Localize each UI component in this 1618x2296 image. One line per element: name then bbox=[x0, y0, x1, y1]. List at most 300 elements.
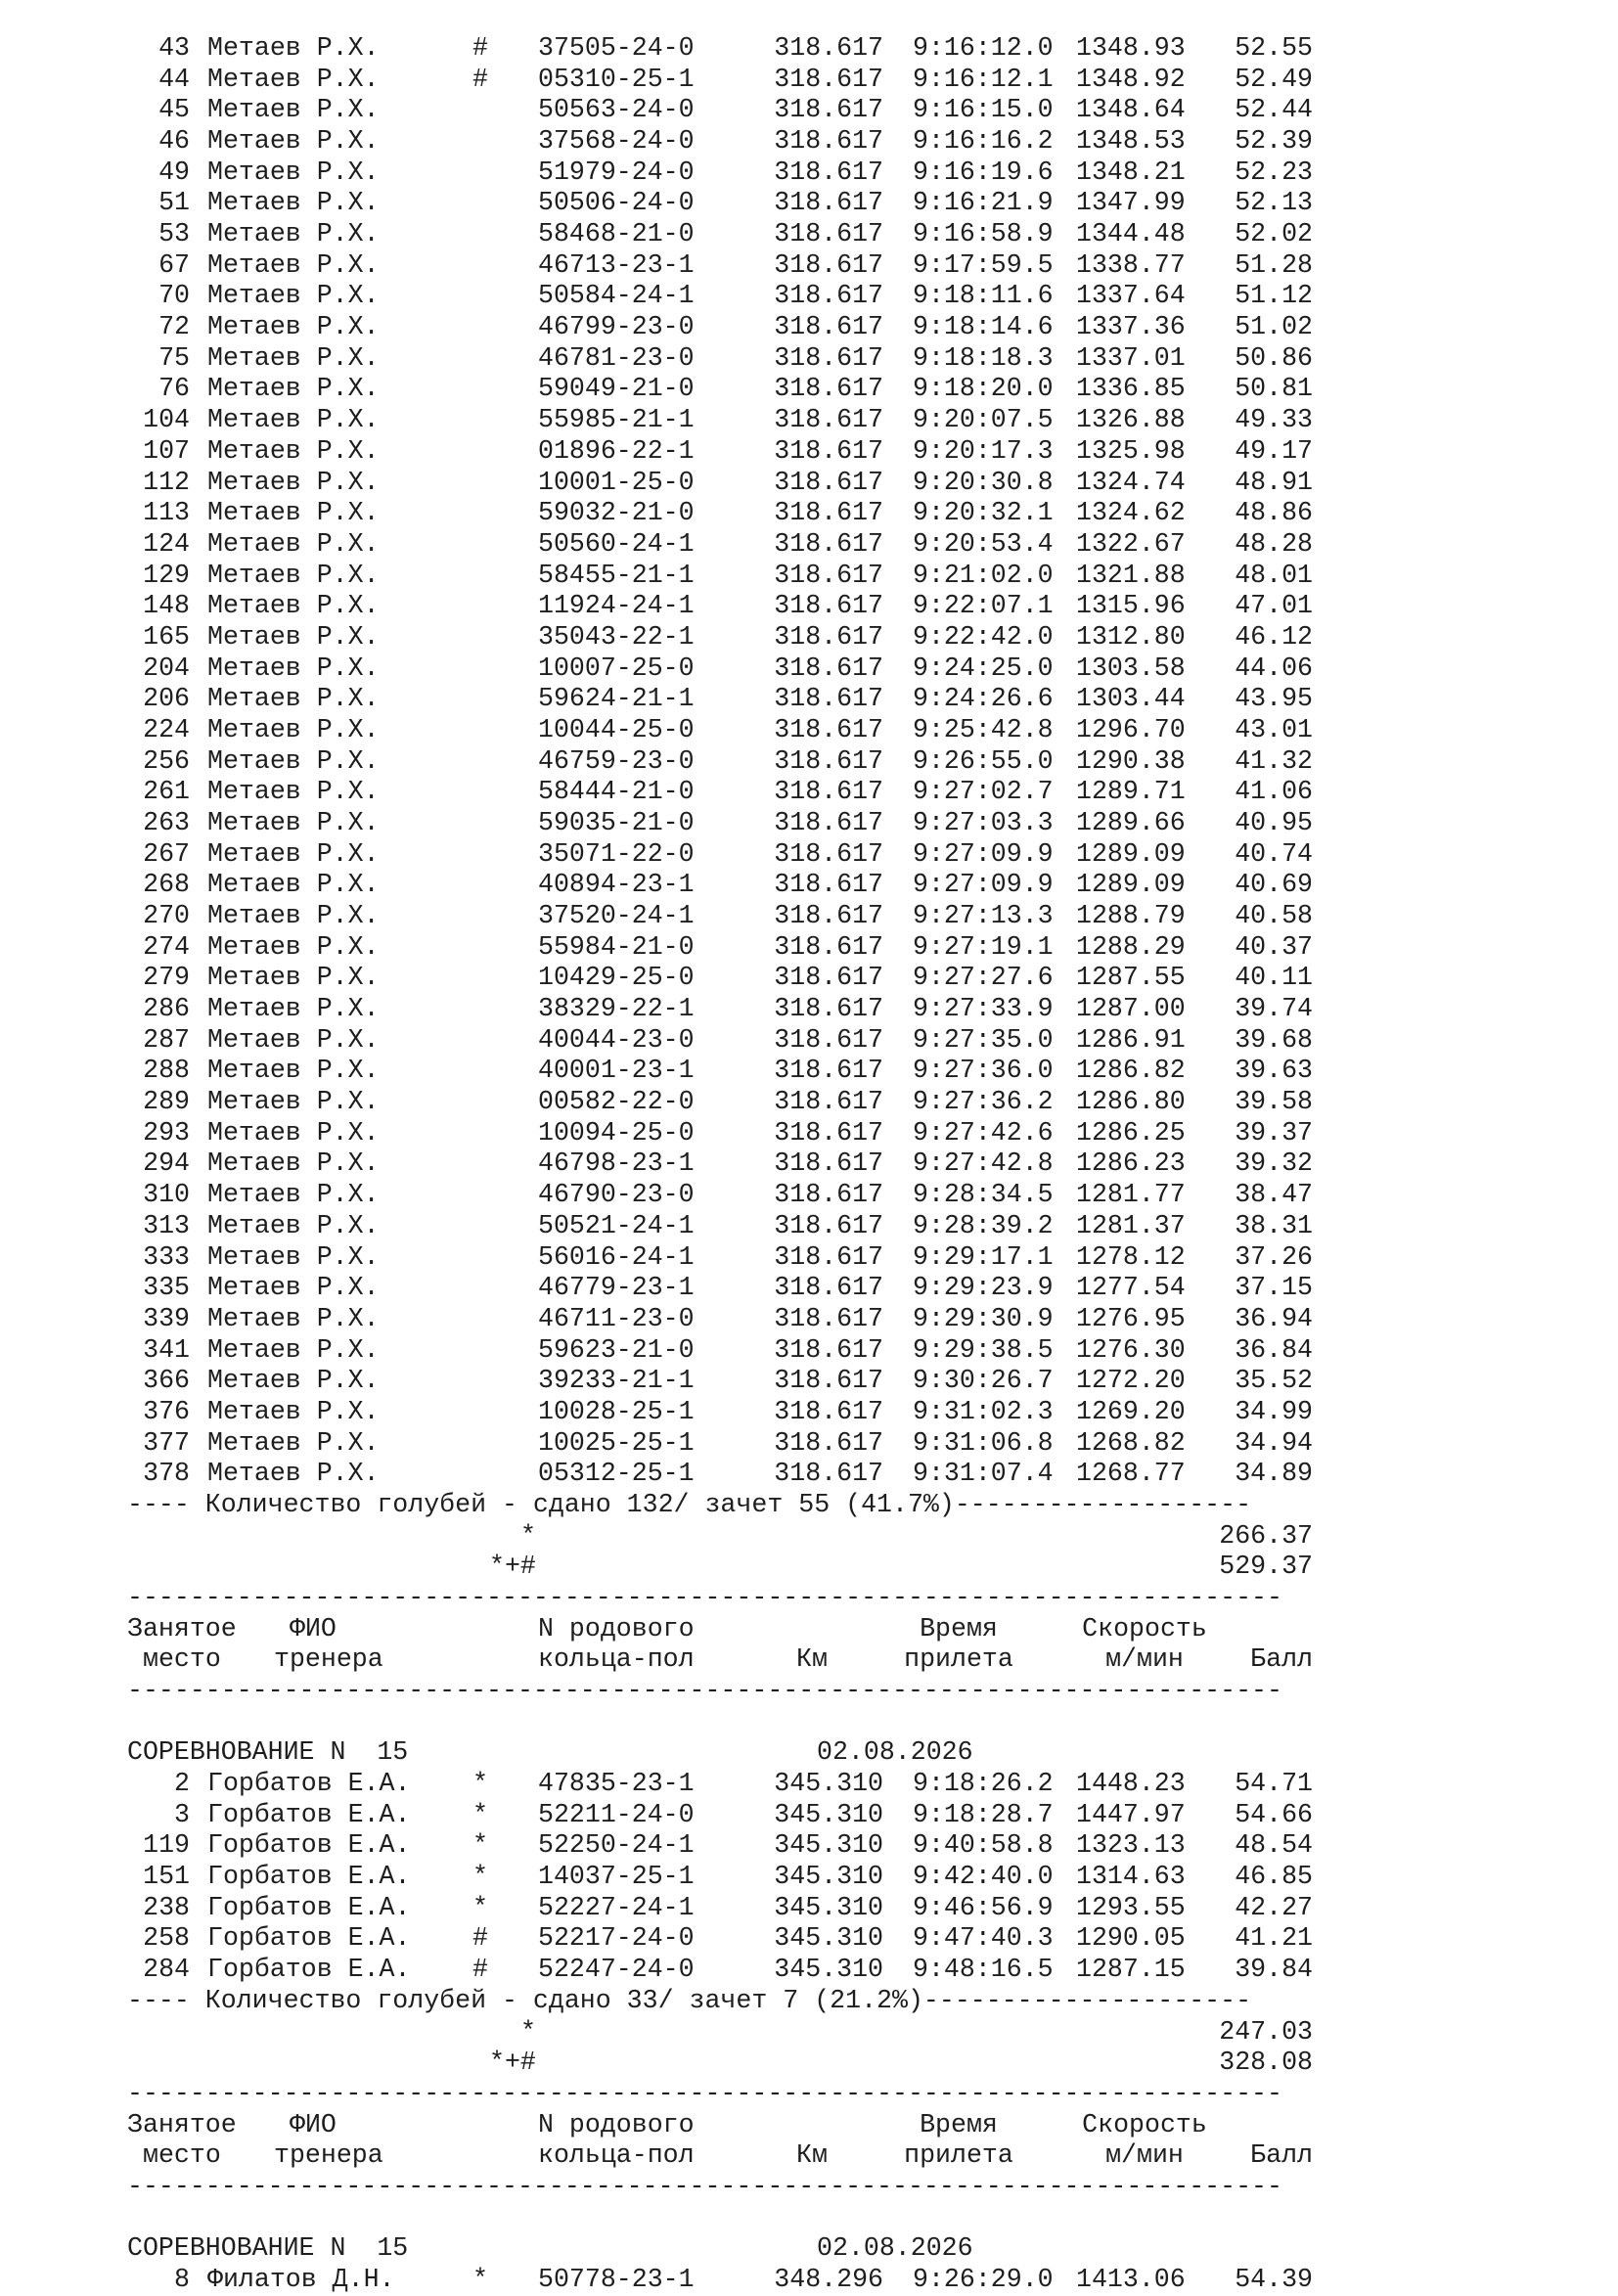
flag-mark: * bbox=[472, 1799, 488, 1829]
distance-km: 318.617 bbox=[774, 1273, 883, 1303]
score: 40.74 bbox=[1235, 838, 1313, 869]
summary-text: ---- Количество голубей - сдано 132/ зачет 55 (41.7%)------------------- bbox=[127, 1489, 1252, 1519]
arrival-time: 9:27:42.8 bbox=[913, 1148, 1054, 1179]
trainer-name: Метаев Р.Х. bbox=[207, 1024, 380, 1055]
distance-km: 318.617 bbox=[774, 498, 883, 528]
table-row bbox=[0, 932, 1618, 964]
table-row bbox=[0, 653, 1618, 685]
place: 148 bbox=[143, 591, 190, 621]
distance-km: 318.617 bbox=[774, 1087, 883, 1117]
speed: 1325.98 bbox=[1076, 435, 1186, 466]
col-place-header: Занятое bbox=[127, 2109, 237, 2139]
score: 40.69 bbox=[1235, 870, 1313, 900]
table-row bbox=[0, 1273, 1618, 1304]
trainer-name: Метаев Р.Х. bbox=[207, 808, 380, 837]
place: 286 bbox=[143, 994, 190, 1024]
distance-km: 318.617 bbox=[774, 684, 883, 714]
distance-km: 318.617 bbox=[774, 870, 883, 900]
trainer-name: Метаев Р.Х. bbox=[207, 1087, 380, 1117]
trainer-name: Метаев Р.Х. bbox=[207, 621, 380, 652]
place: 46 bbox=[158, 126, 190, 157]
trainer-name: Метаев Р.Х. bbox=[207, 1334, 380, 1365]
place: 107 bbox=[143, 435, 190, 466]
distance-km: 318.617 bbox=[774, 994, 883, 1024]
speed: 1269.20 bbox=[1076, 1396, 1186, 1426]
distance-km: 318.617 bbox=[774, 528, 883, 559]
speed: 1289.09 bbox=[1076, 870, 1186, 900]
ring-number: 50521-24-1 bbox=[538, 1210, 695, 1240]
col-time-header: Время bbox=[920, 1613, 998, 1643]
arrival-time: 9:27:35.0 bbox=[913, 1024, 1054, 1055]
distance-km: 318.617 bbox=[774, 312, 883, 342]
flag-mark: * bbox=[472, 1769, 488, 1799]
place: 378 bbox=[143, 1459, 190, 1489]
ring-number: 40044-23-0 bbox=[538, 1024, 695, 1055]
ring-number: 39233-21-1 bbox=[538, 1366, 695, 1396]
arrival-time: 9:27:03.3 bbox=[913, 808, 1054, 837]
speed: 1324.74 bbox=[1076, 467, 1186, 497]
score: 43.95 bbox=[1235, 684, 1313, 714]
arrival-time: 9:20:17.3 bbox=[913, 435, 1054, 466]
arrival-time: 9:16:19.6 bbox=[913, 157, 1054, 187]
table-row bbox=[0, 715, 1618, 746]
arrival-time: 9:18:28.7 bbox=[913, 1799, 1054, 1829]
score: 46.85 bbox=[1235, 1862, 1313, 1892]
place: 268 bbox=[143, 870, 190, 900]
place: 289 bbox=[143, 1087, 190, 1117]
place: 288 bbox=[143, 1056, 190, 1086]
score: 39.84 bbox=[1235, 1955, 1313, 1985]
score: 36.84 bbox=[1235, 1334, 1313, 1365]
table-row bbox=[0, 963, 1618, 994]
arrival-time: 9:47:40.3 bbox=[913, 1923, 1054, 1954]
star-total: 247.03 bbox=[1219, 2016, 1313, 2047]
flag-mark: # bbox=[472, 33, 488, 63]
ring-number: 56016-24-1 bbox=[538, 1241, 695, 1272]
table-row bbox=[0, 65, 1618, 96]
arrival-time: 9:22:42.0 bbox=[913, 621, 1054, 652]
distance-km: 318.617 bbox=[774, 1241, 883, 1272]
starplus-label: *+# bbox=[489, 2048, 536, 2078]
place: 274 bbox=[143, 931, 190, 962]
trainer-name: Метаев Р.Х. bbox=[207, 1273, 380, 1303]
distance-km: 345.310 bbox=[774, 1955, 883, 1985]
col-time-header: прилета bbox=[904, 2140, 1013, 2171]
table-row bbox=[0, 1366, 1618, 1397]
trainer-name: Метаев Р.Х. bbox=[207, 1427, 380, 1458]
place: 51 bbox=[158, 188, 190, 218]
flag-mark: * bbox=[472, 1892, 488, 1922]
ring-number: 58468-21-0 bbox=[538, 219, 695, 249]
speed: 1315.96 bbox=[1076, 591, 1186, 621]
place: 279 bbox=[143, 963, 190, 993]
arrival-time: 9:20:07.5 bbox=[913, 405, 1054, 435]
distance-km: 318.617 bbox=[774, 808, 883, 837]
table-row bbox=[0, 746, 1618, 778]
ring-number: 05310-25-1 bbox=[538, 64, 695, 94]
speed: 1312.80 bbox=[1076, 621, 1186, 652]
table-row bbox=[0, 1862, 1618, 1893]
speed: 1336.85 bbox=[1076, 374, 1186, 404]
distance-km: 318.617 bbox=[774, 188, 883, 218]
table-row bbox=[0, 158, 1618, 189]
distance-km: 318.617 bbox=[774, 467, 883, 497]
col-name-header: тренера bbox=[274, 1644, 383, 1675]
flag-mark: * bbox=[472, 1862, 488, 1892]
trainer-name: Филатов Д.Н. bbox=[207, 2264, 395, 2294]
place: 377 bbox=[143, 1427, 190, 1458]
score: 51.02 bbox=[1235, 312, 1313, 342]
speed: 1448.23 bbox=[1076, 1769, 1186, 1799]
place: 263 bbox=[143, 808, 190, 837]
col-score-header: Балл bbox=[1250, 2140, 1313, 2171]
distance-km: 318.617 bbox=[774, 374, 883, 404]
trainer-name: Метаев Р.Х. bbox=[207, 1148, 380, 1179]
score: 52.55 bbox=[1235, 33, 1313, 63]
place: 119 bbox=[143, 1830, 190, 1861]
ring-number: 40001-23-1 bbox=[538, 1056, 695, 1086]
table-row bbox=[0, 1769, 1618, 1800]
speed: 1289.66 bbox=[1076, 808, 1186, 837]
distance-km: 318.617 bbox=[774, 1303, 883, 1333]
flag-mark: * bbox=[472, 2264, 488, 2294]
ring-number: 10044-25-0 bbox=[538, 714, 695, 744]
col-name-header: ФИО bbox=[290, 2109, 337, 2139]
speed: 1289.09 bbox=[1076, 838, 1186, 869]
trainer-name: Горбатов Е.А. bbox=[207, 1830, 411, 1861]
distance-km: 318.617 bbox=[774, 157, 883, 187]
distance-km: 318.617 bbox=[774, 653, 883, 683]
place: 124 bbox=[143, 528, 190, 559]
arrival-time: 9:20:32.1 bbox=[913, 498, 1054, 528]
arrival-time: 9:26:55.0 bbox=[913, 745, 1054, 776]
ring-number: 46798-23-1 bbox=[538, 1148, 695, 1179]
place: 376 bbox=[143, 1396, 190, 1426]
place: 339 bbox=[143, 1303, 190, 1333]
trainer-name: Метаев Р.Х. bbox=[207, 653, 380, 683]
trainer-name: Метаев Р.Х. bbox=[207, 188, 380, 218]
divider-dashes: -------------------------------------------------------------------------- bbox=[127, 1583, 1282, 1612]
col-time-header: Время bbox=[920, 2109, 998, 2139]
star-label: * bbox=[520, 2016, 536, 2047]
place: 256 bbox=[143, 745, 190, 776]
col-ring-header: кольца-пол bbox=[538, 1644, 695, 1675]
trainer-name: Горбатов Е.А. bbox=[207, 1799, 411, 1829]
distance-km: 318.617 bbox=[774, 901, 883, 931]
arrival-time: 9:27:13.3 bbox=[913, 901, 1054, 931]
score: 54.39 bbox=[1235, 2264, 1313, 2294]
star-label: * bbox=[520, 1520, 536, 1551]
trainer-name: Метаев Р.Х. bbox=[207, 1396, 380, 1426]
speed: 1337.01 bbox=[1076, 342, 1186, 373]
blank-line bbox=[0, 2203, 1618, 2234]
score: 54.71 bbox=[1235, 1769, 1313, 1799]
arrival-time: 9:27:19.1 bbox=[913, 931, 1054, 962]
trainer-name: Метаев Р.Х. bbox=[207, 963, 380, 993]
trainer-name: Метаев Р.Х. bbox=[207, 560, 380, 590]
speed: 1288.79 bbox=[1076, 901, 1186, 931]
column-header-row bbox=[0, 2110, 1618, 2141]
score: 41.06 bbox=[1235, 777, 1313, 807]
distance-km: 318.617 bbox=[774, 1427, 883, 1458]
speed: 1287.55 bbox=[1076, 963, 1186, 993]
arrival-time: 9:27:36.2 bbox=[913, 1087, 1054, 1117]
place: 270 bbox=[143, 901, 190, 931]
speed: 1286.91 bbox=[1076, 1024, 1186, 1055]
col-name-header: тренера bbox=[274, 2140, 383, 2171]
table-row bbox=[0, 1304, 1618, 1335]
table-row bbox=[0, 405, 1618, 436]
flag-mark: # bbox=[472, 1955, 488, 1985]
header-divider-bottom bbox=[0, 1676, 1618, 1707]
trainer-name: Метаев Р.Х. bbox=[207, 95, 380, 125]
ring-number: 10001-25-0 bbox=[538, 467, 695, 497]
arrival-time: 9:31:02.3 bbox=[913, 1396, 1054, 1426]
place: 2 bbox=[174, 1769, 190, 1799]
arrival-time: 9:27:36.0 bbox=[913, 1056, 1054, 1086]
place: 70 bbox=[158, 281, 190, 311]
ring-number: 52211-24-0 bbox=[538, 1799, 695, 1829]
table-row bbox=[0, 436, 1618, 468]
ring-number: 50506-24-0 bbox=[538, 188, 695, 218]
distance-km: 318.617 bbox=[774, 714, 883, 744]
table-row bbox=[0, 1211, 1618, 1242]
col-speed-header: м/мин bbox=[1105, 2140, 1184, 2171]
table-row bbox=[0, 529, 1618, 561]
score: 52.49 bbox=[1235, 64, 1313, 94]
distance-km: 318.617 bbox=[774, 777, 883, 807]
col-place-header: место bbox=[143, 2140, 221, 2171]
speed: 1303.58 bbox=[1076, 653, 1186, 683]
speed: 1272.20 bbox=[1076, 1366, 1186, 1396]
table-row bbox=[0, 1830, 1618, 1862]
speed: 1288.29 bbox=[1076, 931, 1186, 962]
distance-km: 318.617 bbox=[774, 1148, 883, 1179]
trainer-name: Метаев Р.Х. bbox=[207, 374, 380, 404]
table-row bbox=[0, 343, 1618, 375]
arrival-time: 9:16:12.1 bbox=[913, 64, 1054, 94]
column-header-row bbox=[0, 1614, 1618, 1645]
trainer-name: Метаев Р.Х. bbox=[207, 498, 380, 528]
ring-number: 10025-25-1 bbox=[538, 1427, 695, 1458]
distance-km: 318.617 bbox=[774, 281, 883, 311]
table-row bbox=[0, 1800, 1618, 1831]
score: 42.27 bbox=[1235, 1892, 1313, 1922]
arrival-time: 9:27:42.6 bbox=[913, 1117, 1054, 1148]
arrival-time: 9:24:25.0 bbox=[913, 653, 1054, 683]
score: 39.63 bbox=[1235, 1056, 1313, 1086]
place: 113 bbox=[143, 498, 190, 528]
speed: 1290.05 bbox=[1076, 1923, 1186, 1954]
score: 40.37 bbox=[1235, 931, 1313, 962]
place: 341 bbox=[143, 1334, 190, 1365]
table-row bbox=[0, 1087, 1618, 1118]
arrival-time: 9:16:15.0 bbox=[913, 95, 1054, 125]
distance-km: 345.310 bbox=[774, 1892, 883, 1922]
score: 39.58 bbox=[1235, 1087, 1313, 1117]
speed: 1303.44 bbox=[1076, 684, 1186, 714]
speed: 1447.97 bbox=[1076, 1799, 1186, 1829]
score: 54.66 bbox=[1235, 1799, 1313, 1829]
distance-km: 318.617 bbox=[774, 33, 883, 63]
table-row bbox=[0, 808, 1618, 839]
score: 48.01 bbox=[1235, 560, 1313, 590]
ring-number: 10094-25-0 bbox=[538, 1117, 695, 1148]
place: 258 bbox=[143, 1923, 190, 1954]
competition-number: СОРЕВНОВАНИЕ N 15 bbox=[127, 1737, 409, 1768]
score: 36.94 bbox=[1235, 1303, 1313, 1333]
arrival-time: 9:16:21.9 bbox=[913, 188, 1054, 218]
ring-number: 59035-21-0 bbox=[538, 808, 695, 837]
distance-km: 318.617 bbox=[774, 1117, 883, 1148]
trainer-name: Метаев Р.Х. bbox=[207, 1366, 380, 1396]
place: 49 bbox=[158, 157, 190, 187]
starplus-total: 529.37 bbox=[1219, 1552, 1313, 1582]
ring-number: 59624-21-1 bbox=[538, 684, 695, 714]
ring-number: 52217-24-0 bbox=[538, 1923, 695, 1954]
arrival-time: 9:27:09.9 bbox=[913, 870, 1054, 900]
ring-number: 46713-23-1 bbox=[538, 249, 695, 280]
table-row bbox=[0, 95, 1618, 126]
ring-number: 01896-22-1 bbox=[538, 435, 695, 466]
ring-number: 35043-22-1 bbox=[538, 621, 695, 652]
distance-km: 318.617 bbox=[774, 1334, 883, 1365]
arrival-time: 9:18:20.0 bbox=[913, 374, 1054, 404]
table-row bbox=[0, 1955, 1618, 1986]
place: 293 bbox=[143, 1117, 190, 1148]
summary-text: ---- Количество голубей - сдано 33/ зачет 7 (21.2%)--------------------- bbox=[127, 1985, 1252, 2015]
ring-number: 50560-24-1 bbox=[538, 528, 695, 559]
table-row bbox=[0, 561, 1618, 592]
ring-number: 55984-21-0 bbox=[538, 931, 695, 962]
distance-km: 318.617 bbox=[774, 249, 883, 280]
competition-number: СОРЕВНОВАНИЕ N 15 bbox=[127, 2233, 409, 2264]
score: 50.81 bbox=[1235, 374, 1313, 404]
ring-number: 50584-24-1 bbox=[538, 281, 695, 311]
arrival-time: 9:29:23.9 bbox=[913, 1273, 1054, 1303]
table-row bbox=[0, 188, 1618, 219]
ring-number: 40894-23-1 bbox=[538, 870, 695, 900]
speed: 1286.80 bbox=[1076, 1087, 1186, 1117]
place: 72 bbox=[158, 312, 190, 342]
table-row bbox=[0, 281, 1618, 312]
trainer-name: Горбатов Е.А. bbox=[207, 1862, 411, 1892]
speed: 1281.37 bbox=[1076, 1210, 1186, 1240]
distance-km: 345.310 bbox=[774, 1923, 883, 1954]
col-km-header: Км bbox=[796, 2140, 828, 2171]
summary-line bbox=[0, 1986, 1618, 2017]
place: 204 bbox=[143, 653, 190, 683]
arrival-time: 9:27:27.6 bbox=[913, 963, 1054, 993]
table-row bbox=[0, 839, 1618, 871]
table-row bbox=[0, 622, 1618, 653]
score: 49.33 bbox=[1235, 405, 1313, 435]
trainer-name: Метаев Р.Х. bbox=[207, 528, 380, 559]
speed: 1344.48 bbox=[1076, 219, 1186, 249]
score: 40.95 bbox=[1235, 808, 1313, 837]
place: 45 bbox=[158, 95, 190, 125]
distance-km: 318.617 bbox=[774, 1056, 883, 1086]
divider-dashes: -------------------------------------------------------------------------- bbox=[127, 2171, 1282, 2201]
speed: 1286.25 bbox=[1076, 1117, 1186, 1148]
place: 294 bbox=[143, 1148, 190, 1179]
ring-number: 05312-25-1 bbox=[538, 1459, 695, 1489]
table-row bbox=[0, 1923, 1618, 1955]
trainer-name: Метаев Р.Х. bbox=[207, 1241, 380, 1272]
ring-number: 58455-21-1 bbox=[538, 560, 695, 590]
speed: 1286.23 bbox=[1076, 1148, 1186, 1179]
col-place-header: место bbox=[143, 1644, 221, 1675]
place: 165 bbox=[143, 621, 190, 652]
trainer-name: Метаев Р.Х. bbox=[207, 870, 380, 900]
ring-number: 37568-24-0 bbox=[538, 126, 695, 157]
table-row bbox=[0, 1180, 1618, 1211]
header-divider-top bbox=[0, 2079, 1618, 2110]
arrival-time: 9:29:30.9 bbox=[913, 1303, 1054, 1333]
trainer-name: Метаев Р.Х. bbox=[207, 838, 380, 869]
score: 34.89 bbox=[1235, 1459, 1313, 1489]
table-row bbox=[0, 1056, 1618, 1087]
ring-number: 10028-25-1 bbox=[538, 1396, 695, 1426]
speed: 1296.70 bbox=[1076, 714, 1186, 744]
distance-km: 318.617 bbox=[774, 963, 883, 993]
score: 39.37 bbox=[1235, 1117, 1313, 1148]
ring-number: 51979-24-0 bbox=[538, 157, 695, 187]
col-time-header: прилета bbox=[904, 1644, 1013, 1675]
table-row bbox=[0, 1893, 1618, 1924]
flag-mark: # bbox=[472, 1923, 488, 1954]
trainer-name: Метаев Р.Х. bbox=[207, 435, 380, 466]
table-row bbox=[0, 1025, 1618, 1057]
trainer-name: Метаев Р.Х. bbox=[207, 684, 380, 714]
ring-number: 46711-23-0 bbox=[538, 1303, 695, 1333]
speed: 1324.62 bbox=[1076, 498, 1186, 528]
trainer-name: Метаев Р.Х. bbox=[207, 219, 380, 249]
ring-number: 59623-21-0 bbox=[538, 1334, 695, 1365]
ring-number: 52227-24-1 bbox=[538, 1892, 695, 1922]
score: 40.11 bbox=[1235, 963, 1313, 993]
col-km-header: Км bbox=[796, 1644, 828, 1675]
header-divider-top bbox=[0, 1583, 1618, 1614]
arrival-time: 9:17:59.5 bbox=[913, 249, 1054, 280]
place: 333 bbox=[143, 1241, 190, 1272]
table-row bbox=[0, 33, 1618, 65]
speed: 1347.99 bbox=[1076, 188, 1186, 218]
place: 129 bbox=[143, 560, 190, 590]
starplus-total-line bbox=[0, 1552, 1618, 1583]
table-row bbox=[0, 1118, 1618, 1149]
table-row bbox=[0, 374, 1618, 405]
table-row bbox=[0, 994, 1618, 1025]
table-row bbox=[0, 1459, 1618, 1490]
score: 39.32 bbox=[1235, 1148, 1313, 1179]
arrival-time: 9:40:58.8 bbox=[913, 1830, 1054, 1861]
distance-km: 318.617 bbox=[774, 342, 883, 373]
score: 52.44 bbox=[1235, 95, 1313, 125]
arrival-time: 9:18:18.3 bbox=[913, 342, 1054, 373]
col-ring-header: N родового bbox=[538, 1613, 695, 1643]
place: 104 bbox=[143, 405, 190, 435]
ring-number: 59032-21-0 bbox=[538, 498, 695, 528]
place: 224 bbox=[143, 714, 190, 744]
ring-number: 46759-23-0 bbox=[538, 745, 695, 776]
distance-km: 318.617 bbox=[774, 126, 883, 157]
ring-number: 14037-25-1 bbox=[538, 1862, 695, 1892]
score: 52.13 bbox=[1235, 188, 1313, 218]
place: 44 bbox=[158, 64, 190, 94]
arrival-time: 9:18:11.6 bbox=[913, 281, 1054, 311]
ring-number: 46781-23-0 bbox=[538, 342, 695, 373]
